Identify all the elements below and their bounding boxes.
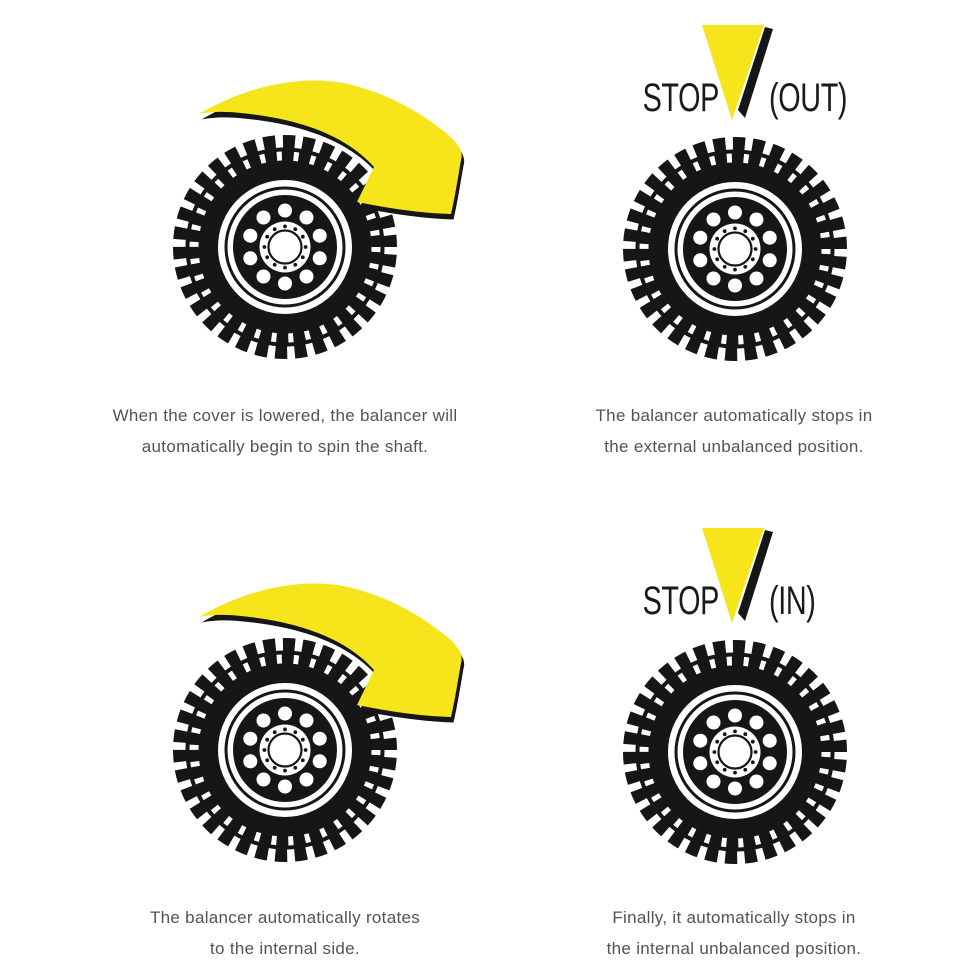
- caption-line: The balancer automatically stops in: [595, 406, 873, 425]
- caption-line: The balancer automatically rotates: [149, 908, 421, 927]
- caption-stop-internal: [488, 902, 980, 964]
- caption-line: the internal unbalanced position.: [606, 939, 862, 958]
- stop-external-illustration: [598, 16, 878, 368]
- stop-internal-illustration: [598, 519, 878, 871]
- spin-start-illustration: [150, 58, 490, 368]
- caption-rotate-internal: [40, 902, 530, 964]
- caption-line: Finally, it automatically stops in: [612, 908, 856, 927]
- position-label: (OUT): [769, 75, 848, 121]
- caption-line: the external unbalanced position.: [604, 437, 864, 456]
- caption-stop-external: [488, 400, 980, 462]
- caption-line: to the internal side.: [210, 939, 360, 958]
- stop-label: STOP: [642, 578, 719, 624]
- position-label: (IN): [769, 578, 816, 624]
- caption-spin-start: [40, 400, 530, 462]
- stop-label: STOP: [642, 75, 719, 121]
- caption-line: When the cover is lowered, the balancer will: [112, 406, 458, 425]
- caption-line: automatically begin to spin the shaft.: [141, 437, 429, 456]
- rotate-internal-illustration: [150, 561, 490, 871]
